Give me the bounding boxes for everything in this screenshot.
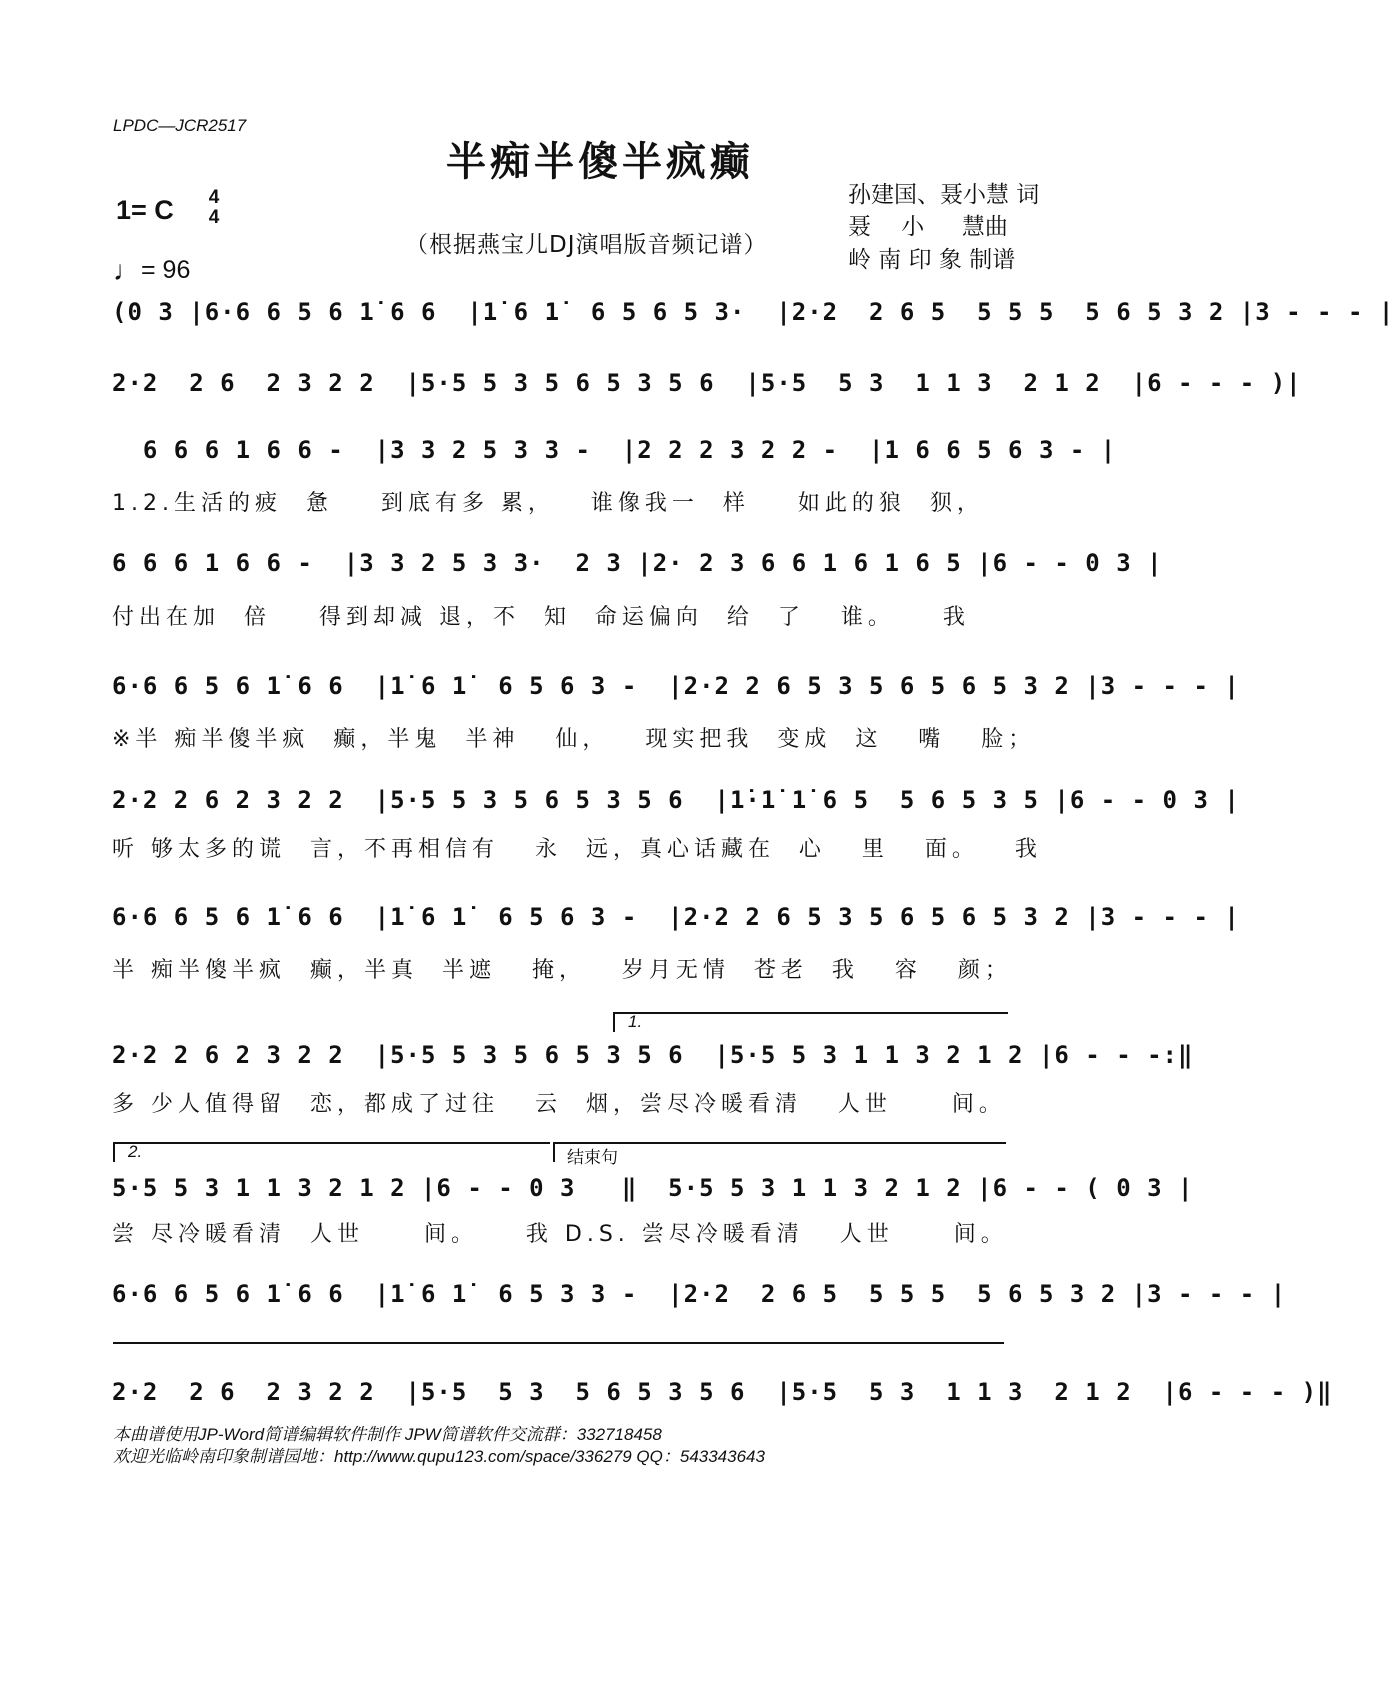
notation-row: 6·6 6 5 6 1̇ 6 6 |1̇ 6 1̇ 6 5 6 3 - |2·2 2 6 5 3 5 6 5 6 5 3 2 |3 - - - |	[112, 672, 1240, 700]
quarter-note-icon: ♩	[113, 255, 141, 286]
notation-row: 5·5 5 3 1 1 3 2 1 2 |6 - - 0 3 ‖ 5·5 5 3 1 1 3 2 1 2 |6 - - ( 0 3 |	[112, 1174, 1194, 1202]
lyric-row: ※半 痴半傻半疯 癫，半鬼 半神 仙， 现实把我 变成 这 嘴 脸；	[112, 727, 1036, 752]
tempo-value: = 96	[141, 256, 191, 284]
ending-label: 结束句	[567, 1148, 618, 1167]
volta-bracket-2	[113, 1142, 550, 1162]
key-signature: 1= C	[116, 195, 174, 225]
time-signature	[203, 188, 225, 228]
footer-line-2: 欢迎光临岭南印象制谱园地：http://www.qupu123.com/space/336279 QQ：543343643	[113, 1447, 765, 1466]
system-rule	[113, 1342, 1004, 1354]
notation-row: 6·6 6 5 6 1̇ 6 6 |1̇ 6 1̇ 6 5 6 3 - |2·2 2 6 5 3 5 6 5 6 5 3 2 |3 - - - |	[112, 903, 1240, 931]
notation-row: 6 6 6 1 6 6 - |3 3 2 5 3 3· 2 3 |2· 2 3 6 6 1 6 1 6 5 |6 - - 0 3 |	[112, 549, 1163, 577]
notation-row: (0 3 |6·6 6 5 6 1̇ 6 6 |1̇ 6 1̇ 6 5 6 5 3· |2·2 2 6 5 5 5 5 5 6 5 3 2 |3 - - - |	[112, 298, 1394, 326]
tempo-marking	[113, 255, 190, 287]
credit-score: 岭 南 印 象 制谱	[848, 247, 1016, 273]
notation-row: 6 6 6 1 6 6 - |3 3 2 5 3 3 - |2 2 2 3 2 2 - |1 6 6 5 6 3 - |	[112, 436, 1117, 464]
credit-lyrics: 孙建国、聂小慧 词	[848, 182, 1040, 208]
volta-1-label: 1.	[628, 1012, 643, 1031]
volta-bracket-1	[613, 1012, 1008, 1032]
notation-row: 2·2 2 6 2 3 2 2 |5·5 5 3 5 6 5 3 5 6 |1̇·1̇ 1̇ 6 5 5 6 5 3 5 |6 - - 0 3 |	[112, 786, 1240, 814]
time-signature-top: 4	[208, 187, 220, 208]
lyric-row: 付出在加 倍 得到却减 退，不 知 命运偏向 给 了 谁。 我	[112, 605, 970, 630]
lyric-row: 多 少人值得留 恋，都成了过往 云 烟，尝尽冷暖看清 人世 间。	[112, 1092, 1006, 1117]
volta-2-label: 2.	[128, 1142, 143, 1161]
document-id: LPDC—JCR2517	[113, 116, 247, 135]
source-note: （根据燕宝儿DJ演唱版音频记谱）	[405, 232, 768, 258]
notation-row: 6·6 6 5 6 1̇ 6 6 |1̇ 6 1̇ 6 5 3 3 - |2·2 2 6 5 5 5 5 5 6 5 3 2 |3 - - - |	[112, 1280, 1287, 1308]
lyric-row: 尝 尽冷暖看清 人世 间。 我 D.S. 尝尽冷暖看清 人世 间。	[112, 1222, 1008, 1247]
lyric-row: 1.2.生活的疲 惫 到底有多 累， 谁像我一 样 如此的狼 狈，	[112, 491, 984, 516]
song-title: 半痴半傻半疯癫	[446, 138, 754, 185]
ending-bracket	[553, 1142, 1006, 1162]
credit-music: 聂 小 慧曲	[848, 214, 1008, 240]
lyric-row: 半 痴半傻半疯 癫，半真 半遮 掩， 岁月无情 苍老 我 容 颜；	[112, 958, 1012, 983]
notation-row: 2·2 2 6 2 3 2 2 |5·5 5 3 5 6 5 3 5 6 |5·5 5 3 1 1 3 2 1 2 |6 - - - )‖	[112, 1378, 1333, 1406]
notation-row: 2·2 2 6 2 3 2 2 |5·5 5 3 5 6 5 3 5 6 |5·5 5 3 1 1 3 2 1 2 |6 - - - )|	[112, 369, 1302, 397]
time-signature-bottom: 4	[208, 207, 220, 228]
lyric-row: 听 够太多的谎 言，不再相信有 永 远，真心话藏在 心 里 面。 我	[112, 837, 1042, 862]
footer-line-1: 本曲谱使用JP-Word简谱编辑软件制作 JPW简谱软件交流群：332718458	[113, 1425, 662, 1444]
notation-row: 2·2 2 6 2 3 2 2 |5·5 5 3 5 6 5 3 5 6 |5·5 5 3 1 1 3 2 1 2 |6 - - -:‖	[112, 1041, 1194, 1069]
